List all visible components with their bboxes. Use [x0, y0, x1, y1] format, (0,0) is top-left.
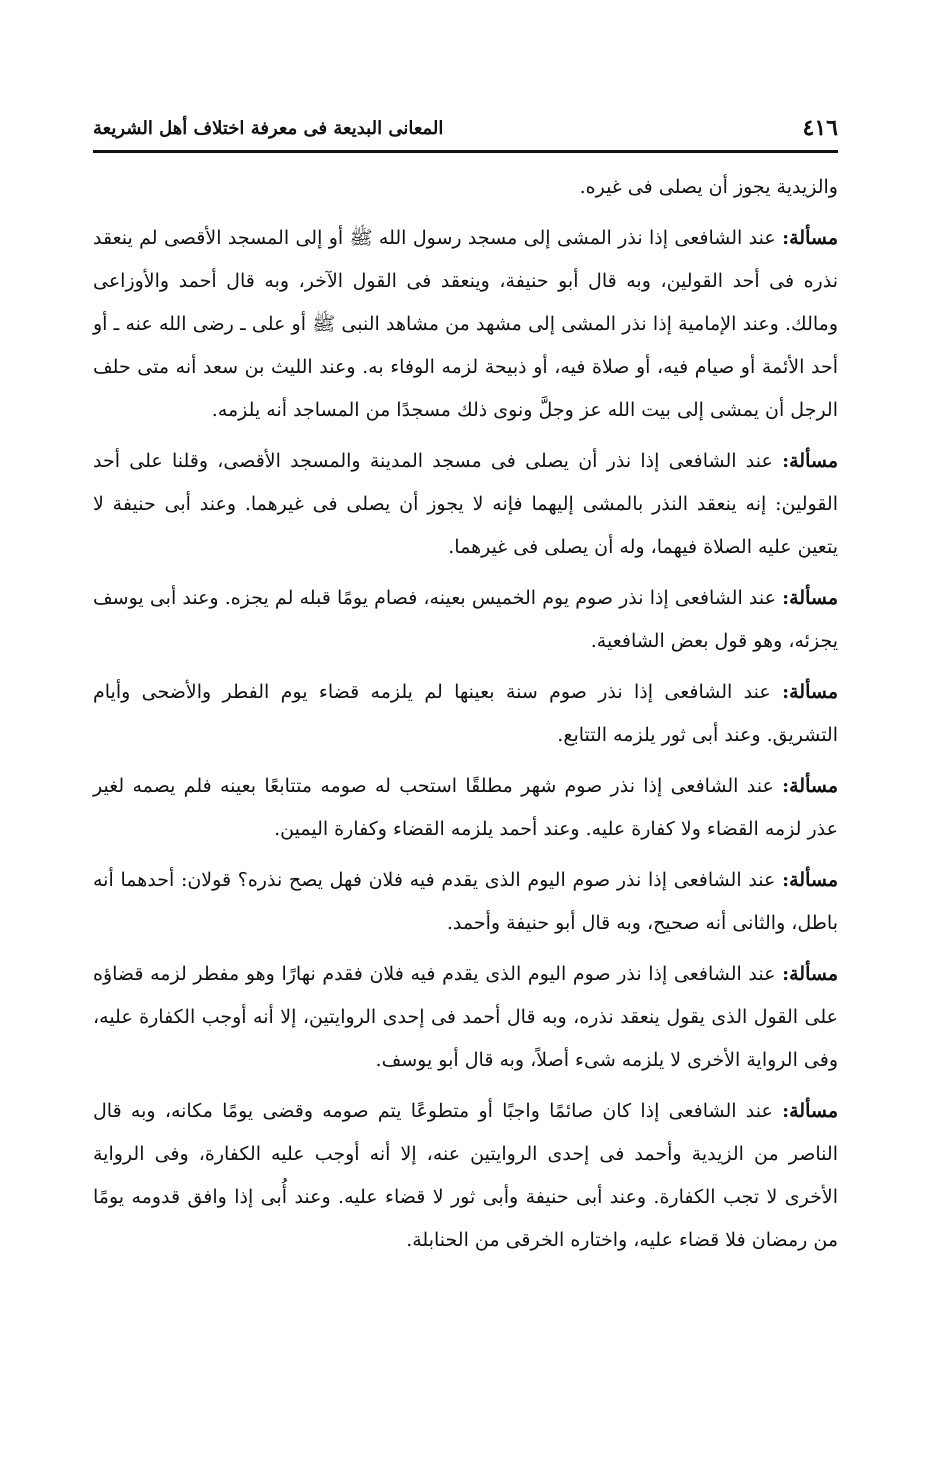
- page-number: ٤١٦: [802, 115, 838, 141]
- masala-label: مسألة:: [782, 450, 838, 472]
- masala-paragraph: [93, 217, 838, 432]
- masala-label: مسألة:: [782, 587, 839, 609]
- masala-text: عند الشافعى إذا نذر صوم سنة بعينها لم يلزمه قضاء يوم الفطر والأضحى وأيام التشريق. وعند أبى ثور يلزمه التتابع.: [93, 681, 838, 746]
- masala-text: عند الشافعى إذا نذر أن يصلى فى مسجد المدينة والمسجد الأقصى، وقلنا على أحد القولين: إنه ينعقد النذر بالمشى إليهما فإنه لا يجوز أن يصلى فى غيرهما. وعند أبى حنيفة لا يتعين عليه الصلاة فيهما، وله أن يصلى فى غيرهما.: [93, 450, 838, 558]
- masala-label: مسألة:: [782, 227, 838, 249]
- masala-label: مسألة:: [782, 869, 838, 891]
- book-title: المعانى البديعة فى معرفة اختلاف أهل الشريعة: [93, 117, 444, 139]
- masala-text: عند الشافعى إذا نذر صوم اليوم الذى يقدم فيه فلان فهل يصح نذره؟ قولان: أحدهما أنه باطل، والثانى أنه صحيح، وبه قال أبو حنيفة وأحمد.: [93, 869, 838, 934]
- masala-paragraph: [93, 671, 838, 757]
- page-body: [93, 166, 838, 1270]
- masala-paragraph: [93, 953, 838, 1082]
- masala-label: مسألة:: [782, 681, 838, 703]
- masala-label: مسألة:: [782, 963, 838, 985]
- running-header: [93, 108, 838, 148]
- masala-text: عند الشافعى إذا كان صائمًا واجبًا أو متطوعًا يتم صومه وقضى يومًا مكانه، وبه قال الناصر من الزيدية وأحمد فى إحدى الروايتين عنه، إلا أنه أوجب عليه الكفارة، وفى الرواية الأخرى لا تجب الكفارة. وعند أبى حنيفة وأبى ثور لا قضاء عليه. وعند أُبى إذا وافق قدومه يومًا من رمضان فلا قضاء عليه، واختاره الخرقى من الحنابلة.: [93, 1100, 838, 1251]
- masala-paragraph: [93, 1090, 838, 1262]
- masala-paragraph: [93, 440, 838, 569]
- masala-text: عند الشافعى إذا نذر صوم اليوم الذى يقدم فيه فلان فقدم نهارًا وهو مفطر لزمه قضاؤه على القول الذى يقول ينعقد نذره، وبه قال أحمد فى إحدى الروايتين، إلا أنه أوجب الكفارة عليه، وفى الرواية الأخرى لا يلزمه شىء أصلاً، وبه قال أبو يوسف.: [93, 963, 838, 1071]
- masala-paragraph: [93, 577, 838, 663]
- intro-line: والزيدية يجوز أن يصلى فى غيره.: [579, 176, 838, 198]
- masala-paragraph: [93, 859, 838, 945]
- masala-paragraph: [93, 765, 838, 851]
- masala-text: عند الشافعى إذا نذر صوم شهر مطلقًا استحب له صومه متتابعًا بعينه فلم يصمه لغير عذر لزمه القضاء ولا كفارة عليه. وعند أحمد يلزمه القضاء وكفارة اليمين.: [93, 775, 838, 840]
- masala-label: مسألة:: [782, 775, 838, 797]
- masala-label: مسألة:: [782, 1100, 838, 1122]
- header-rule: [93, 150, 838, 153]
- masala-text: عند الشافعى إذا نذر صوم يوم الخميس بعينه، فصام يومًا قبله لم يجزه. وعند أبى يوسف يجزئه، وهو قول بعض الشافعية.: [93, 587, 838, 652]
- masala-text: عند الشافعى إذا نذر المشى إلى مسجد رسول الله ﷺ أو إلى المسجد الأقصى لم ينعقد نذره فى أحد القولين، وبه قال أبو حنيفة، وينعقد فى القول الآخر، وبه قال أحمد والأوزاعى ومالك. وعند الإمامية إذا نذر المشى إلى مشهد من مشاهد النبى ﷺ أو على ـ رضى الله عنه ـ أو أحد الأئمة أو صيام فيه، أو صلاة فيه، أو ذبيحة لزمه الوفاء به. وعند الليث بن سعد أنه متى حلف الرجل أن يمشى إلى بيت الله عز وجلَّ ونوى ذلك مسجدًا من المساجد أنه يلزمه.: [93, 227, 838, 421]
